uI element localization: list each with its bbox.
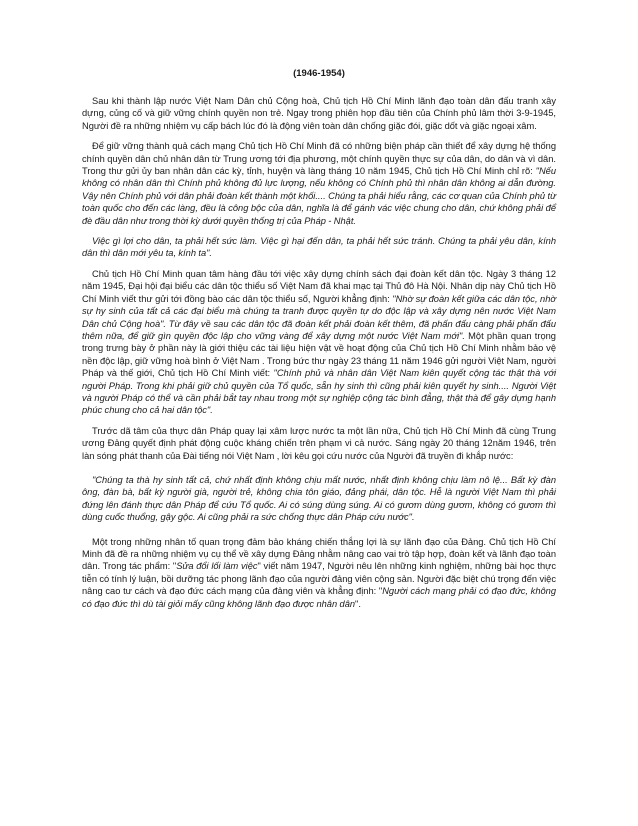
paragraph-text: " viết năm 1947, Người nêu lên những kinh nghiệm, những bài học thực tiễn có tính lý luận, bồi dưỡng tác phong lãnh đạo của người đảng viên cộng sản. Người đặc biệt chú trọng đến việc nâng cao tư cách và đạo đức cách mạng của đảng viên và khẳng định: " [82,561,556,597]
paragraph-2 [82,140,556,227]
document-title: (1946-1954) [293,68,345,79]
quote-text: Người cách mạng phải có đạo đức, không có đạo đức thì dù tài giỏi mấy cũng không lãnh đạo được nhân dân [82,586,556,609]
paragraph-text: Một trong những nhân tố quan trọng đảm bảo kháng chiến thắng lợi là sự lãnh đạo của Đảng. Chủ tịch Hồ Chí Minh đã đề ra những nhiệm vụ cụ thể về xây dựng Đảng nhằm nâng cao vai trò tập hợp, đoàn kết và lãnh đạo toàn dân. Trong tác phẩm: " [82,536,556,572]
paragraph-text: Sau khi thành lập nước Việt Nam Dân chủ Cộng hoà, Chủ tịch Hồ Chí Minh lãnh đạo toàn dân đấu tranh xây dựng, củng cố và giữ vững chính quyền non trẻ. Ngay trong phiên họp đầu tiên của Chính phủ lâm thời 3-9-1945, Người đề ra những nhiệm vụ cấp bách lúc đó là động viên toàn dân chống giặc đói, giặc dốt và giặc ngoại xâm. [82,96,556,131]
quote-text: "Chúng ta thà hy sinh tất cả, chứ nhất định không chịu mất nước, nhất định không chịu làm nô lệ... Bất kỳ đàn ông, đàn bà, bất kỳ người già, người trẻ, không chia tôn giáo, đảng phái, dân tộc. Hễ là người Việt Nam thì phải đứng lên đánh thực dân Pháp để cứu Tổ quốc. Ai có súng dùng súng. Ai có gươm dùng gươm, không có gươm thì dùng cuốc thuổng, gậy gộc. Ai cũng phải ra sức chống thực dân Pháp cứu nước". [82,474,556,523]
paragraph-text: Chủ tịch Hồ Chí Minh quan tâm hàng đầu tới việc xây dựng chính sách đại đoàn kết dân tộc. Ngày 3 tháng 12 năm 1945, Đại hội đại biểu các dân tộc thiểu số Việt Nam đã khai mạc tại Thủ đô Hà Nội. Nhân dịp này Chủ tịch Hồ Chí Minh viết thư gửi tới đồng bào các dân tộc thiểu số, Người khẳng định: [82,268,556,304]
document-page [82,67,556,618]
quote-text: Sửa đổi lối làm việc [176,561,258,572]
paragraph-6 [82,474,556,524]
paragraph-7 [82,536,556,610]
paragraph-1 [82,95,556,132]
quote-text: "Chính phủ và nhân dân Việt Nam kiên quyết cộng tác thật thà với người Pháp. Trong khi phải giữ chủ quyền của Tổ quốc, sẵn hy sinh thì cũng phải kiên quyết hy sinh.... Người Việt và người Pháp có thể và cần phải bắt tay nhau trong một sự nghiệp cộng tác bình đẳng, thật thà để gây dựng hạnh phúc chung cho cả hai dân tộc". [82,368,557,416]
quote-text: "Nhờ sự đoàn kết giữa các dân tộc, nhờ sự hy sinh của tất cả các đại biểu mà chúng ta tranh được quyền tự do độc lập và xây dựng nên nước Việt Nam Dân chủ Cộng hoà". Từ đây về sau các dân tộc đã đoàn kết phải đoàn kết thêm, đã phấn đấu càng phải phấn đấu thêm nữa, để giữ gìn quyền độc lập cho vững vàng để xây dựng một nước Việt Nam mới". [82,293,556,341]
quote-text: "Nếu không có nhân dân thì Chính phủ không đủ lực lượng, nếu không có Chính phủ thì nhân dân không ai dẫn đường. Vậy nên Chính phủ với dân phải đoàn kết thành một khối.... Chúng ta phải hiểu rằng, các cơ quan của Chính phủ từ toàn quốc cho đến các làng, đều là công bộc của dân, nghĩa là để gánh vác việc chung cho dân, chứ không phải để đè đầu dân như trong thời kỳ dưới quyền thống trị của Pháp - Nhật. [82,166,556,226]
paragraph-5 [82,425,556,462]
quote-text: Việc gì lợi cho dân, ta phải hết sức làm. Việc gì hại đến dân, ta phải hết sức tránh. Chúng ta phải yêu dân, kính dân thì dân mới yêu ta, kính ta". [82,236,556,259]
paragraph-text: Để giữ vững thành quả cách mạng Chủ tịch Hồ Chí Minh đã có những biện pháp cần thiết để xây dựng hệ thống chính quyền dân chủ nhân dân từ Trung ương tới địa phương, một chính quyền thực sự của dân, do dân và vì dân. Trong thư gửi ủy ban nhân dân các kỳ, tỉnh, huyện và làng tháng 10 năm 1945, Chủ tịch Hồ Chí Minh chỉ rõ: [82,141,556,177]
paragraph-text: Trước dã tâm của thực dân Pháp quay lại xâm lược nước ta một lần nữa, Chủ tịch Hồ Chí Minh đã cùng Trung ương Đảng quyết định phát động cuộc kháng chiến trên phạm vi cả nước. Sáng ngày 20 tháng 12năm 1946, trên làn sóng phát thanh của Đài tiếng nói Việt Nam , lời kêu gọi cứu nước của Người đã truyền đi khắp nước: [82,425,556,461]
paragraph-4 [82,268,556,417]
paragraph-text: ". [355,598,361,609]
paragraph-3 [82,235,556,260]
paragraph-text: Một phần quan trọng trong trưng bày ở phần này là giới thiệu các tài liệu hiện vật về hoạt động của Chủ tịch Hồ Chí Minh nhằm bảo vệ nền độc lập, giữ vững hoà bình ở Việt Nam . Trong bức thư ngày 23 tháng 11 năm 1946 gửi người Việt Nam, người Pháp và thế giới, Chủ tịch Hồ Chí Minh viết: [82,330,556,379]
